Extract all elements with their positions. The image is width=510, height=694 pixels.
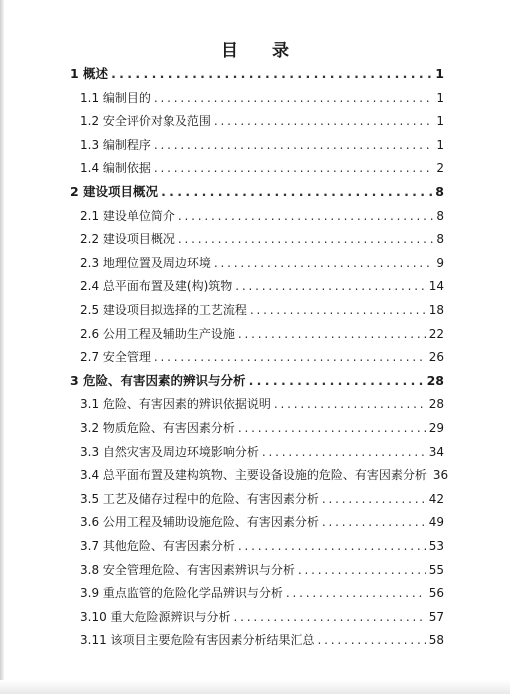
toc-entry-page-number: 42 bbox=[428, 491, 444, 506]
toc-entry[interactable] bbox=[80, 137, 444, 153]
toc-entry-label: 2.4 总平面布置及建(构)筑物 bbox=[80, 279, 233, 294]
toc-entry-page-number: 28 bbox=[426, 372, 444, 388]
toc-entry[interactable] bbox=[80, 208, 444, 224]
toc-entry-page-number: 36 bbox=[432, 468, 449, 483]
toc-entry-page-number: 26 bbox=[428, 350, 444, 365]
dot-leader bbox=[274, 396, 426, 412]
toc-entry-label: 3.10 重大危险源辨识与分析 bbox=[80, 609, 231, 624]
toc-entry-label: 3.6 公用工程及辅助设施危险、有害因素分析 bbox=[80, 515, 319, 530]
dot-leader bbox=[238, 538, 426, 554]
dot-leader bbox=[318, 632, 426, 648]
toc-entry-label: 3 危险、有害因素的辨识与分析 bbox=[70, 372, 246, 388]
toc-entry-label: 2.5 建设项目拟选择的工艺流程 bbox=[80, 303, 247, 317]
toc-entry-label: 3.7 其他危险、有害因素分析 bbox=[80, 539, 235, 553]
toc-entry[interactable] bbox=[70, 373, 444, 389]
toc-entry[interactable] bbox=[80, 538, 444, 554]
toc-entry[interactable] bbox=[80, 514, 444, 530]
dot-leader bbox=[234, 609, 426, 625]
toc-entry-label: 2.6 公用工程及辅助生产设施 bbox=[80, 326, 235, 341]
toc-entry-label: 3.2 物质危险、有害因素分析 bbox=[80, 421, 235, 435]
toc-entry-page-number: 2 bbox=[436, 161, 444, 176]
page-edge-shadow bbox=[0, 0, 4, 694]
toc-entry[interactable] bbox=[80, 562, 444, 578]
toc-entry-label: 2.2 建设项目概况 bbox=[80, 232, 175, 247]
toc-entry-label: 1 概述 bbox=[70, 66, 109, 81]
toc-entry-page-number: 18 bbox=[428, 303, 444, 317]
dot-leader bbox=[154, 137, 433, 153]
toc-entry[interactable] bbox=[80, 349, 444, 365]
dot-leader bbox=[298, 562, 426, 578]
dot-leader bbox=[154, 349, 426, 365]
toc-entry-label: 3.8 安全管理危险、有害因素辨识与分析 bbox=[80, 562, 295, 577]
toc-entry-label: 3.11 该项目主要危险有害因素分析结果汇总 bbox=[80, 633, 315, 648]
toc-entry-page-number: 1 bbox=[436, 114, 444, 129]
toc-entry-label: 2.1 建设单位简介 bbox=[80, 208, 175, 223]
toc-entry[interactable] bbox=[80, 255, 444, 271]
toc-entry-page-number: 57 bbox=[428, 609, 444, 624]
toc-entry-page-number: 8 bbox=[435, 184, 444, 199]
toc-entry[interactable] bbox=[80, 231, 444, 247]
dot-leader bbox=[322, 491, 426, 507]
dot-leader bbox=[161, 184, 432, 200]
toc-entry-page-number: 22 bbox=[428, 326, 444, 341]
page-bottom-shadow bbox=[0, 680, 510, 694]
toc-entry[interactable] bbox=[80, 278, 444, 294]
toc-entry-page-number: 8 bbox=[436, 208, 444, 223]
toc-entry-page-number: 49 bbox=[428, 515, 444, 530]
toc-entry[interactable] bbox=[80, 90, 444, 106]
toc-entry-page-number: 8 bbox=[436, 232, 444, 247]
toc-entry-page-number: 28 bbox=[428, 397, 444, 412]
toc-entry-label: 2 建设项目概况 bbox=[70, 184, 159, 199]
toc-entry[interactable] bbox=[80, 491, 444, 507]
toc-entry[interactable] bbox=[70, 66, 444, 82]
dot-leader bbox=[214, 255, 433, 271]
dot-leader bbox=[238, 326, 426, 342]
toc-entry-page-number: 29 bbox=[428, 421, 444, 435]
toc-entry-page-number: 1 bbox=[435, 66, 444, 81]
toc-entry-label: 2.3 地理位置及周边环境 bbox=[80, 255, 211, 270]
toc-entry-page-number: 58 bbox=[428, 633, 444, 648]
toc-entry-page-number: 14 bbox=[428, 279, 444, 294]
dot-leader bbox=[178, 208, 433, 224]
toc-entry[interactable] bbox=[80, 420, 444, 436]
toc-entry-label: 3.4 总平面布置及建构筑物、主要设备设施的危险、有害因素分析 bbox=[80, 468, 427, 483]
dot-leader bbox=[250, 302, 426, 318]
toc-entry[interactable] bbox=[80, 160, 444, 176]
dot-leader bbox=[322, 514, 426, 530]
toc-entry-label: 2.7 安全管理 bbox=[80, 350, 151, 365]
dot-leader bbox=[111, 66, 432, 82]
toc-entry[interactable] bbox=[70, 184, 444, 200]
toc-entry-page-number: 9 bbox=[436, 255, 444, 270]
dot-leader bbox=[286, 585, 426, 601]
toc-entry[interactable] bbox=[80, 632, 444, 648]
toc-entry-label: 3.3 自然灾害及周边环境影响分析 bbox=[80, 444, 259, 459]
toc-entry-label: 3.9 重点监管的危险化学品辨识与分析 bbox=[80, 586, 283, 601]
page-title: 目 录 bbox=[221, 41, 303, 61]
dot-leader bbox=[238, 420, 426, 436]
toc-entry[interactable] bbox=[80, 467, 449, 483]
toc-entry[interactable] bbox=[80, 609, 444, 625]
toc-entry[interactable] bbox=[80, 302, 444, 318]
toc-entry-label: 3.5 工艺及储存过程中的危险、有害因素分析 bbox=[80, 491, 319, 506]
toc-entry-page-number: 1 bbox=[436, 137, 444, 152]
dot-leader bbox=[249, 373, 424, 389]
toc-entry-label: 1.4 编制依据 bbox=[80, 161, 151, 176]
dot-leader bbox=[214, 113, 433, 129]
toc-entry[interactable] bbox=[80, 585, 444, 601]
toc-entry-page-number: 53 bbox=[428, 539, 444, 553]
toc-entry-label: 3.1 危险、有害因素的辨识依据说明 bbox=[80, 397, 271, 412]
toc-entry-label: 1.1 编制目的 bbox=[80, 90, 151, 105]
dot-leader bbox=[262, 444, 426, 460]
toc-entry-label: 1.3 编制程序 bbox=[80, 137, 151, 152]
dot-leader bbox=[235, 278, 425, 294]
toc-entry[interactable] bbox=[80, 444, 444, 460]
toc-entry-page-number: 56 bbox=[428, 586, 444, 601]
toc-entry[interactable] bbox=[80, 326, 444, 342]
toc-entry[interactable] bbox=[80, 396, 444, 412]
dot-leader bbox=[154, 160, 433, 176]
dot-leader bbox=[178, 231, 433, 247]
toc-entry-page-number: 55 bbox=[428, 562, 444, 577]
toc-entry[interactable] bbox=[80, 113, 444, 129]
toc-entry-page-number: 1 bbox=[436, 90, 444, 105]
toc-entry-page-number: 34 bbox=[428, 444, 444, 459]
dot-leader bbox=[154, 90, 433, 106]
toc-entry-label: 1.2 安全评价对象及范围 bbox=[80, 114, 211, 129]
